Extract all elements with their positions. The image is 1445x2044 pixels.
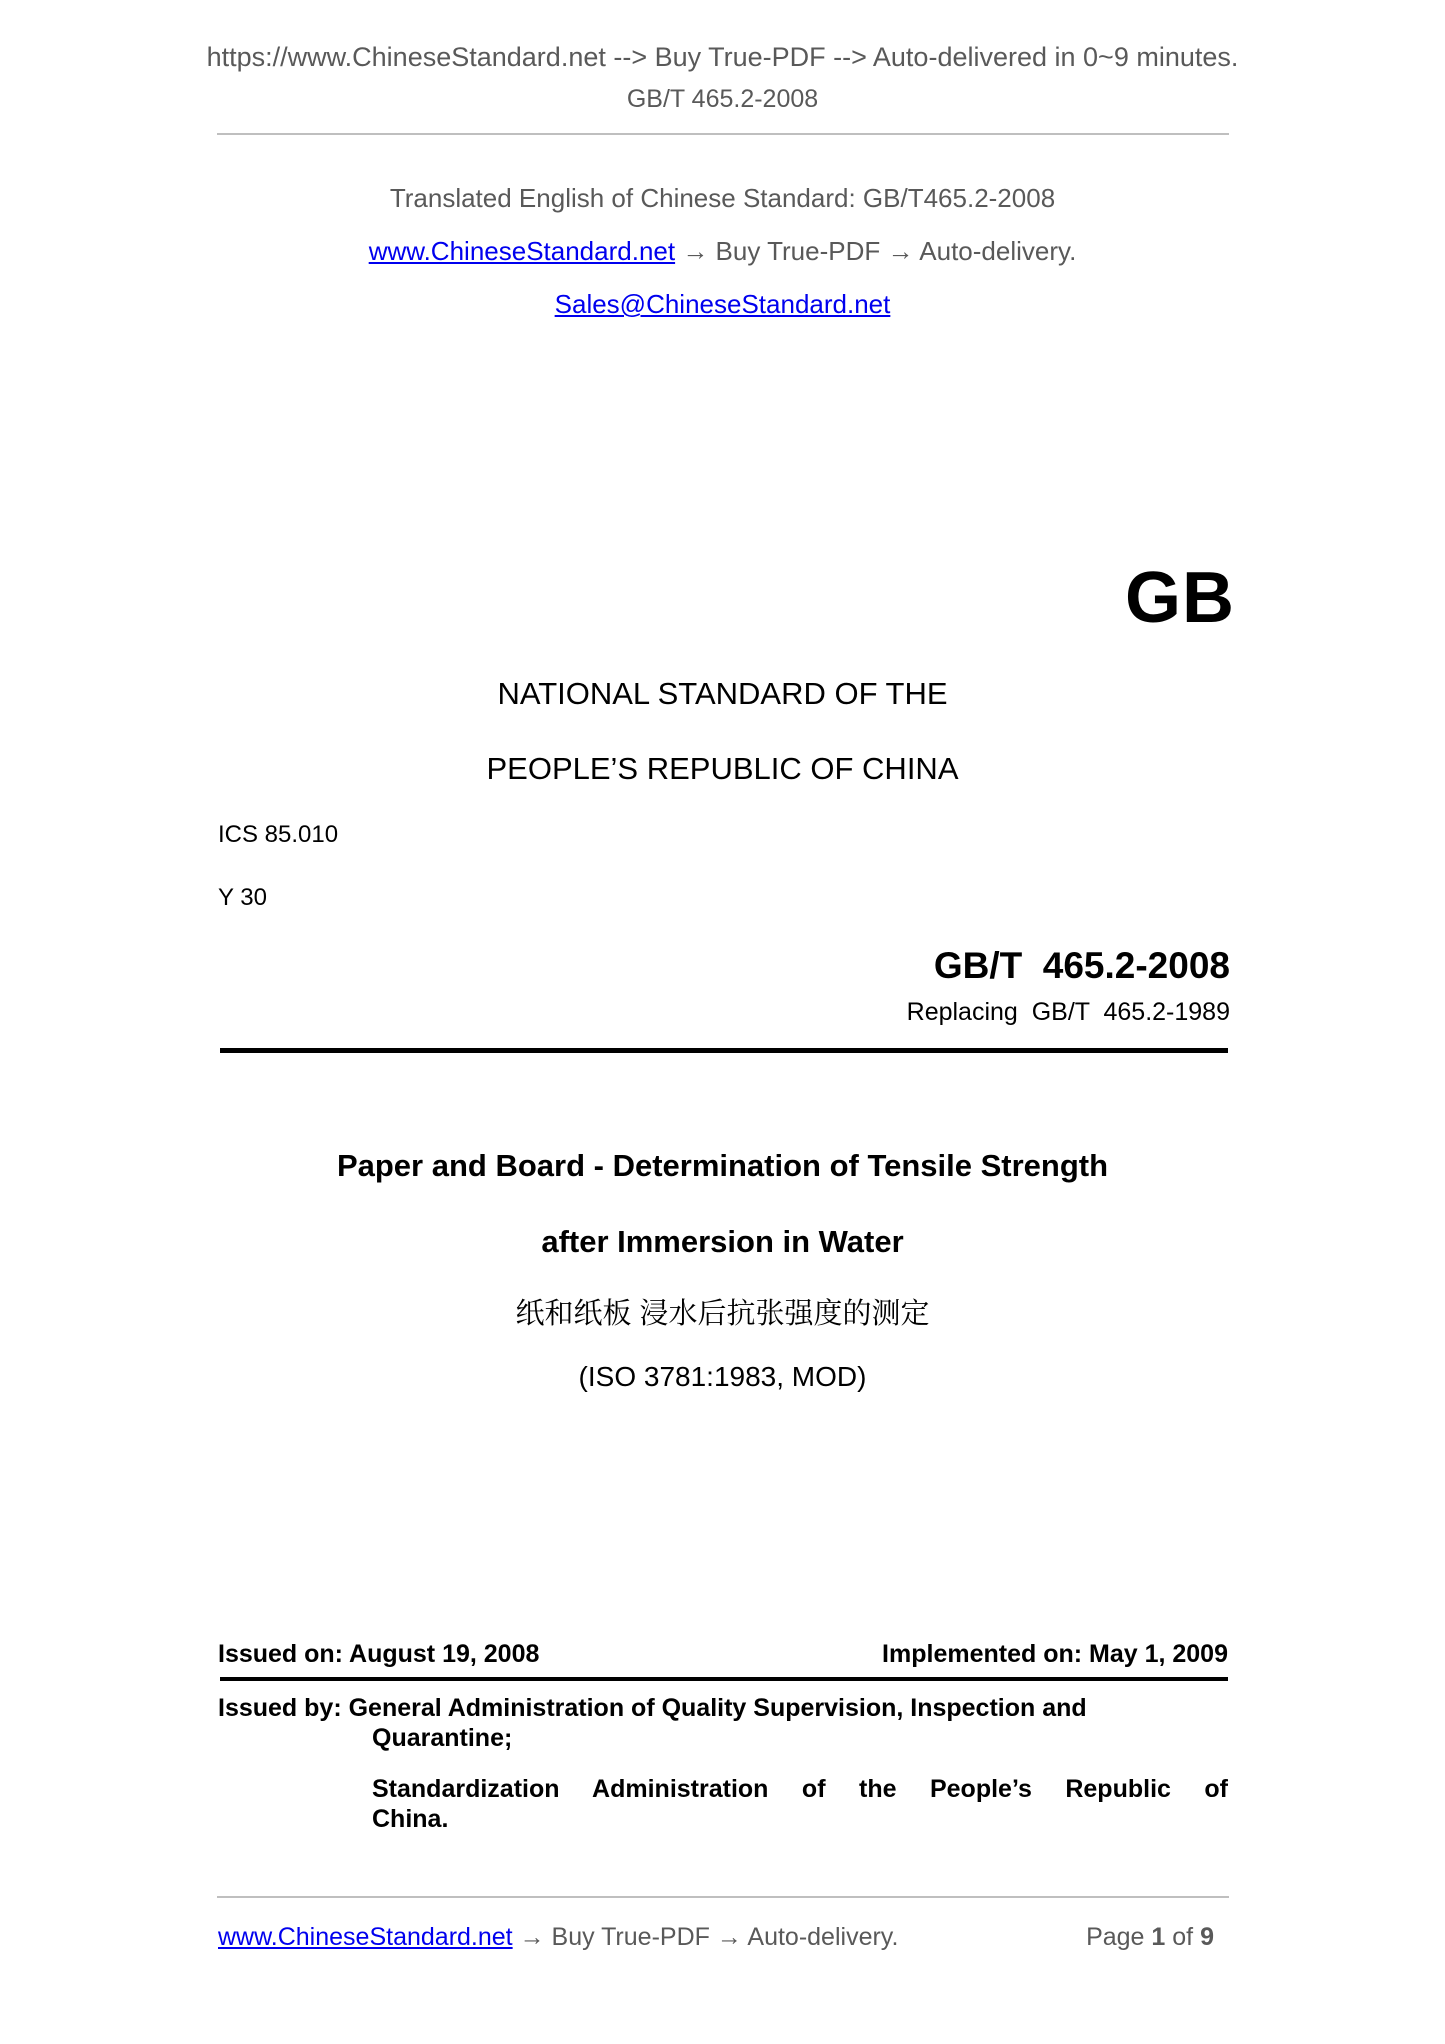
- national-standard-line1: NATIONAL STANDARD OF THE: [497, 676, 948, 711]
- chinesestandard-link[interactable]: www.ChineseStandard.net: [368, 236, 676, 266]
- classification-code: Y 30: [218, 884, 267, 911]
- issued-by-line1: Issued by: General Administration of Quality Supervision, Inspection and: [218, 1694, 1087, 1722]
- page-footer: [218, 1925, 1228, 1950]
- delivery-line: [0, 238, 1445, 264]
- translated-info-block: [0, 185, 1445, 344]
- translated-standard-line: Translated English of Chinese Standard: GB/T465.2-2008: [389, 183, 1056, 213]
- footer-delivery-line: [218, 1925, 898, 1950]
- footer-delivery-rest: → Buy True-PDF → Auto-delivery.: [512, 1923, 899, 1951]
- page-label: Page: [1086, 1923, 1145, 1951]
- sales-email-link[interactable]: Sales@ChineseStandard.net: [554, 289, 891, 319]
- page-indicator: [1086, 1925, 1228, 1950]
- issuance-divider: [220, 1677, 1228, 1681]
- sales-email-line: [0, 291, 1445, 317]
- standard-number: GB/T 465.2-2008: [933, 945, 1230, 986]
- header-divider: [217, 133, 1229, 135]
- national-standard-heading: [0, 678, 1445, 784]
- issued-by-line2: Quarantine;: [372, 1723, 513, 1752]
- standard-title-english: [0, 1150, 1445, 1257]
- footer-divider: [217, 1896, 1229, 1898]
- watermark-header: [0, 40, 1445, 116]
- gb-logo: GB: [1125, 558, 1235, 638]
- issuer-second-line2: China.: [372, 1804, 449, 1833]
- implemented-on-date: Implemented on: May 1, 2009: [882, 1640, 1228, 1668]
- footer-chinesestandard-link[interactable]: www.ChineseStandard.net: [218, 1923, 513, 1951]
- delivery-line-rest: → Buy True-PDF → Auto-delivery.: [675, 236, 1077, 266]
- standard-replacing: Replacing GB/T 465.2-1989: [906, 998, 1230, 1026]
- standard-title-english-line2: after Immersion in Water: [541, 1224, 904, 1259]
- issued-by-block: [218, 1694, 1228, 1834]
- issuance-dates-row: [218, 1642, 1228, 1667]
- standard-title-english-line1: Paper and Board - Determination of Tensile Strength: [336, 1148, 1109, 1183]
- national-standard-line2: PEOPLE’S REPUBLIC OF CHINA: [486, 751, 959, 786]
- ics-code: ICS 85.010: [218, 821, 339, 848]
- standard-number-divider: [220, 1048, 1228, 1053]
- watermark-header-line1: https://www.ChineseStandard.net --> Buy True-PDF --> Auto-delivered in 0~9 minutes.: [206, 42, 1239, 72]
- iso-equivalence: (ISO 3781:1983, MOD): [578, 1361, 867, 1392]
- page-number: 1: [1151, 1923, 1166, 1951]
- issuer-second-line1: Standardization Administration of the People’s Republic of: [372, 1775, 1228, 1803]
- watermark-header-standard-code: GB/T 465.2-2008: [626, 85, 819, 114]
- page-of-label: of: [1172, 1923, 1194, 1951]
- issued-on-date: Issued on: August 19, 2008: [218, 1640, 540, 1668]
- page-total: 9: [1200, 1923, 1214, 1951]
- issued-by-spacer: [218, 1753, 1228, 1775]
- standard-title-chinese: 纸和纸板 浸水后抗张强度的测定: [515, 1298, 930, 1330]
